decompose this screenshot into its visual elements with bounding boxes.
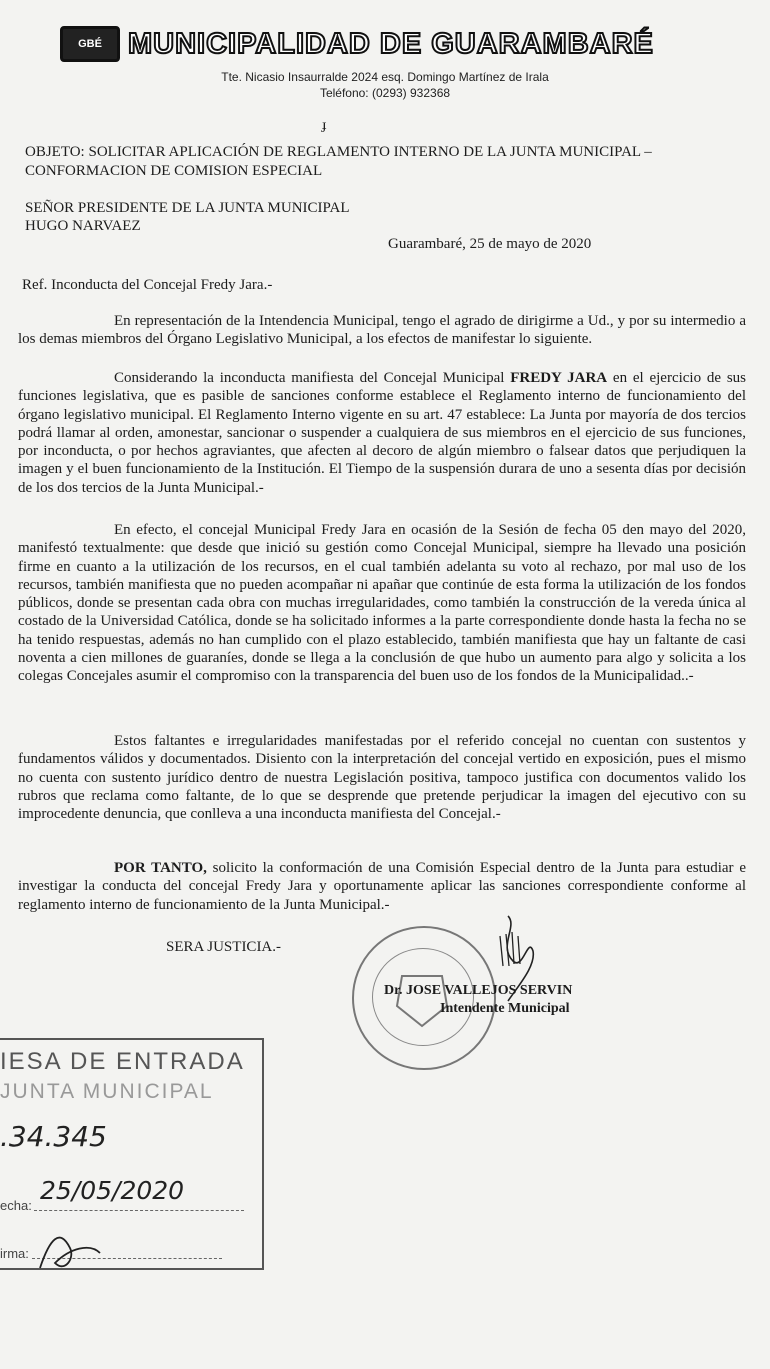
paragraph-2 (18, 369, 746, 497)
fecha-value: 25/05/2020 (40, 1176, 185, 1205)
paragraph-1-text: En representación de la Intendencia Municipal, tengo el agrado de dirigirme a Ud., y por su intermedio a los demas miembros del Órgano Legislativo Municipal, a los efectos de manifestar lo siguiente. (18, 313, 746, 348)
municipal-crest-icon: GBÉ (60, 26, 120, 62)
signer-title: Intendente Municipal (440, 1001, 570, 1016)
handwritten-mark: ɟ (322, 118, 327, 133)
letter-date: Guarambaré, 25 de mayo de 2020 (388, 236, 592, 252)
letterhead-address: Tte. Nicasio Insaurralde 2024 esq. Domingo Martínez de Irala (221, 70, 549, 84)
entry-stamp-title: IESA DE ENTRADA (0, 1048, 245, 1075)
fecha-line (34, 1210, 244, 1211)
addressee-line-2: HUGO NARVAEZ (25, 218, 141, 234)
entry-number: .34.345 (0, 1120, 107, 1153)
stamp-signature-icon (30, 1218, 110, 1278)
paragraph-2-text-b: en el ejercicio de sus funciones legislativa, que es pasible de sanciones conforme establece el Reglamento interno de funcionamiento del órgano legislativo municipal. El Reglamento Interno vigente en su art. 47 establece: La Junta por mayoría de dos tercios podrá llamar al orden, amonestar, sancionar o suspender a cualquiera de sus miembros en el ejercicio de sus funciones, por inconducta, o por hechos agraviantes, que afecten al decoro de algún miembro o falsear datos que perjudiquen la imagen y el buen funcionamiento de la Institución. El Tiempo de la suspensión durara de uno a sesenta días por decisión de los dos tercios de la Junta Municipal.- (18, 370, 746, 496)
paragraph-4-text: Estos faltantes e irregularidades manifestadas por el referido concejal no cuentan con sustentos y fundamentos válidos y documentados. Disiento con la interpretación del concejal vertido en exposición, pues el mismo no cuenta con sustento jurídico dentro de nuestra Legislación positiva, tampoco justifica con documentos valido los rubros que reclama como faltante, de lo que se desprende que pretende perjudicar la imagen del ejecutivo con su improcedente denuncia, que conlleva a una inconducta manifiesta del Concejal.- (18, 733, 746, 823)
paragraph-4 (18, 732, 746, 823)
entry-stamp-subtitle: JUNTA MUNICIPAL (0, 1080, 214, 1103)
paragraph-5 (18, 859, 746, 914)
reference-line: Ref. Inconducta del Concejal Fredy Jara.- (22, 277, 273, 293)
signer-name: Dr. JOSE VALLEJOS SERVIN (384, 983, 573, 998)
subject-line-2: CONFORMACION DE COMISION ESPECIAL (25, 163, 323, 179)
closing-formula: SERA JUSTICIA.- (166, 939, 282, 955)
paragraph-2-text-a: Considerando la inconducta manifiesta del Concejal Municipal (114, 370, 511, 386)
letterhead (60, 26, 760, 62)
paragraph-3 (18, 521, 746, 686)
por-tanto: POR TANTO, (114, 860, 207, 876)
letterhead-title: MUNICIPALIDAD DE GUARAMBARÉ (128, 27, 654, 60)
subject-line-1: OBJETO: SOLICITAR APLICACIÓN DE REGLAMENTO INTERNO DE LA JUNTA MUNICIPAL – (25, 144, 652, 160)
addressee-line-1: SEÑOR PRESIDENTE DE LA JUNTA MUNICIPAL (25, 200, 350, 216)
paragraph-5-text: solicito la conformación de una Comisión Especial dentro de la Junta para estudiar e investigar la conducta del concejal Fredy Jara y oportunamente aplicar las sanciones correspondiente conforme al reglamento interno de funcionamiento de la Junta Municipal.- (18, 860, 746, 913)
paragraph-3-text: En efecto, el concejal Municipal Fredy Jara en ocasión de la Sesión de fecha 05 den mayo del 2020, manifestó textualmente: que desde que inició su gestión como Concejal Municipal, siempre ha llevado una posición firme en cuanto a la utilización de los recursos, en el cual también adelanta su voto al rechazo, por mal uso de los recursos, también manifiesta que no pueden acompañar ni apañar que continúe de esta forma la utilización de los fondos públicos, donde se presentan cada obra con muchas irregularidades, como también la construcción de la vereda única al costado de la Universidad Católica, donde se ha solicitado informes a la parte correspondiente donde hasta la fecha no se ha tenido respuestas, además no han cumplido con el plazo establecido, también manifiesta que hay un faltante de casi noventa a cien millones de guaraníes, donde se llega a la conclusión de que hubo un aumento para algo y solicita a los colegas Concejales asumir el compromiso con la transparencia del buen uso de los fondos de la Municipalidad..- (18, 522, 746, 685)
paragraph-1 (18, 312, 746, 349)
concejal-name: FREDY JARA (510, 370, 608, 386)
firma-label: irma: (0, 1246, 29, 1261)
letterhead-phone: Teléfono: (0293) 932368 (319, 86, 451, 100)
fecha-label: echa: (0, 1198, 32, 1213)
